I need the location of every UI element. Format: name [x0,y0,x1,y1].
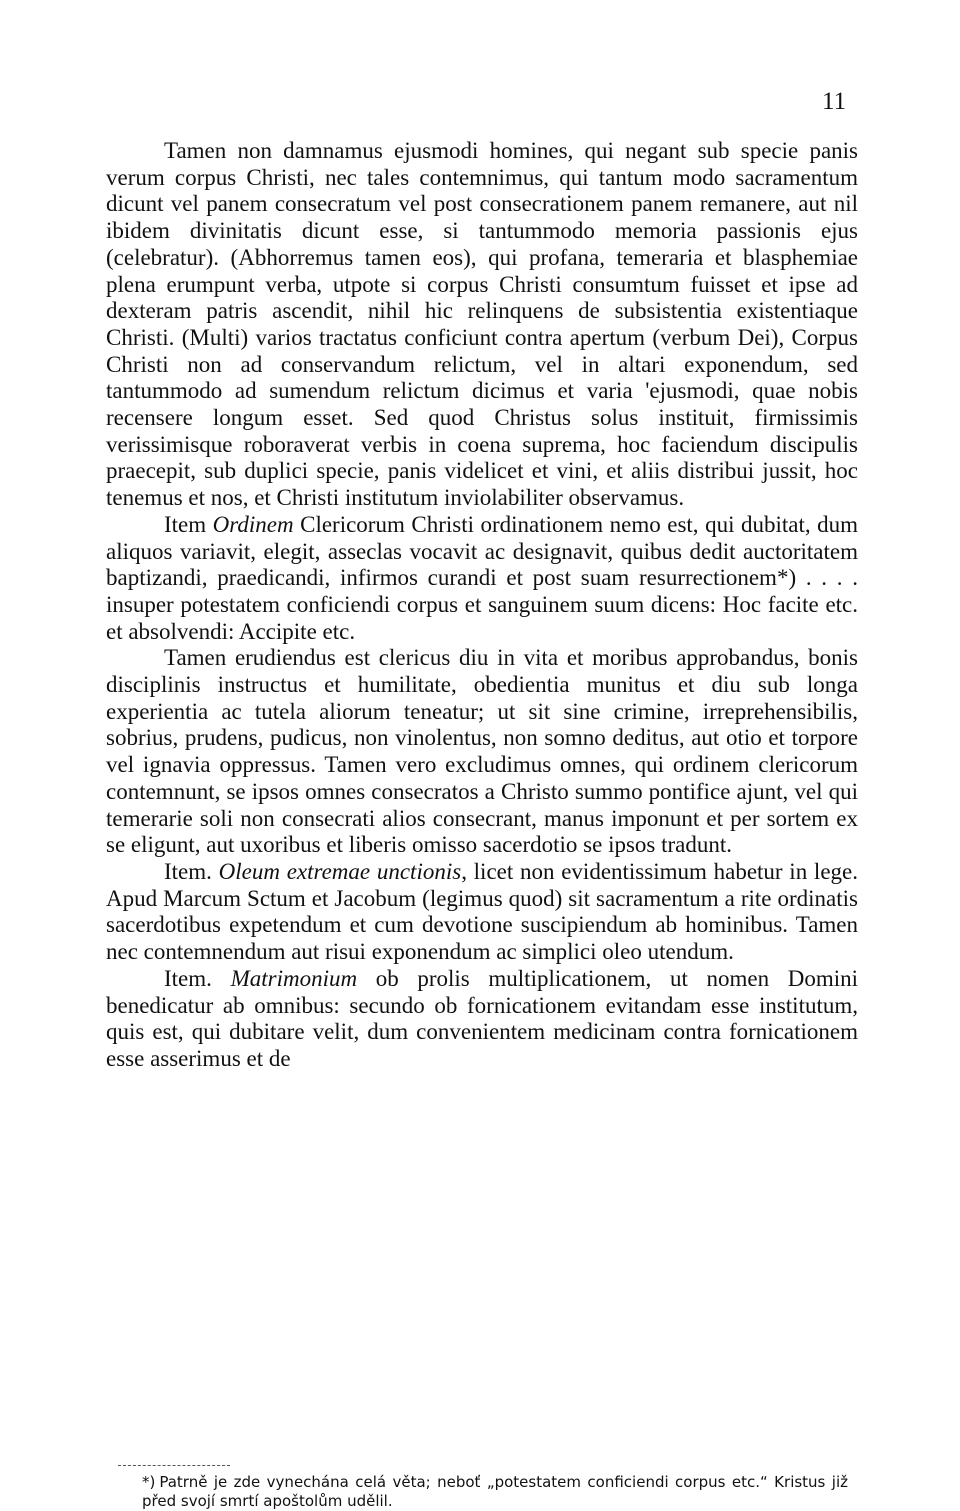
footnote [142,1473,848,1511]
paragraph-text: Clericorum Christi ordinationem nemo est, qui dubitat, dum aliquos variavit, elegit, asseclas vocavit ac designavit, quibus dedit auctoritatem baptizandi, praedicandi, infirmos curandi et post suam resurrectionem*) . . . . insuper potestatem conficiendi corpus et sanguinem suum dicens: Hoc facite etc. et absolvendi: Accipite etc. [106,511,859,644]
paragraph-text: Tamen erudiendus est clericus diu in vita et moribus approbandus, bonis disciplinis instructus et humilitate, obedientia munitus et diu sub longa experientia ac tutela aliorum teneatur; ut sit sine crimine, irreprehensibilis, sobrius, prudens, pudicus, non vinolentus, non somno deditus, aut otio et torpore vel ignavia oppressus. Tamen vero excludimus omnes, qui ordinem clericorum contemnunt, se ipsos omnes consecratos a Christo summo pontifice ajunt, vel qui temerarie soli non consecrati alios consecrant, manus imponunt et per sortem ex se eligunt, aut uxoribus et liberis omisso sacerdotio se ipsos tradunt. [106,645,858,858]
paragraph-ordo [106,512,858,646]
paragraph-text: ob prolis multiplicationem, ut nomen Domini benedicatur ab omnibus: secundo ob fornicationem evitandam esse institutum, quis est, qui dubitare velit, dum convenientem medicinam contra fornicationem esse asserimus et de [106,965,859,1071]
paragraph-clericus [106,645,858,859]
footnote-divider [118,1465,230,1466]
paragraph-oleum [106,859,858,966]
italic-term: Matrimonium [230,965,358,991]
italic-term: Oleum extremae unctionis [218,858,462,884]
paragraph-text: , licet non evidentissimum habetur in lege. Apud Marcum Sctum et Jacobum (legimus quod) sit sacramentum a rite ordinatis sacerdotibus expetendum et cum devotione suscipiendum ab hominibus. Tamen nec contemnendum aut risui exponendum ac simplici oleo utendum. [106,858,858,965]
paragraph-text: Tamen non damnamus ejusmodi homines, qui negant sub specie panis verum corpus Christi, nec tales contemnimus, qui tantum modo sacramentum dicunt vel panem consecratum vel post consecrationem panem remanere, aut nil ibidem divinitatis dicunt esse, si tantummodo memoria passionis ejus (celebratur). (Abhorremus tamen eos), qui profana, temeraria et blasphemiae plena erumpunt verba, utpote si corpus Christi consumtum fuisset et ipse ad dexteram patris ascendit, nihil hic relinquens de subsistentia existentiaque Christi. (Multi) varios tractatus conficiunt contra apertum (verbum Dei), Corpus Christi non ad conservandum relictum, vel in altari exponendum, sed tantummodo ad sumendum relictum dicimus et varia 'ejusmodi, quae nobis recensere longum esset. Sed quod Christus solus instituit, firmissimis verissimisque roboraverat verbis in coena suprema, hoc faciendum discipulis praecepit, sub duplici specie, panis videlicet et vini, et aliis distribui jussit, hoc tenemus et nos, et Christi institutum inviolabiliter observamus. [106,138,858,511]
paragraph-matrimonium [106,966,858,1073]
paragraph-text: Item [164,511,213,537]
italic-term: Ordinem [212,511,294,537]
footnote-text: Patrně je zde vynechána celá věta; neboť „potestatem conficiendi corpus etc.“ Kristus již před svojí smrtí apoštolům udělil. [142,1473,848,1510]
paragraph-text: Item. [164,858,219,884]
paragraph-text: Item. [164,965,231,991]
body-text [106,138,858,1073]
footnote-marker: *) [142,1473,156,1491]
paragraph-eucharist [106,138,858,512]
page-number: 11 [822,88,847,115]
